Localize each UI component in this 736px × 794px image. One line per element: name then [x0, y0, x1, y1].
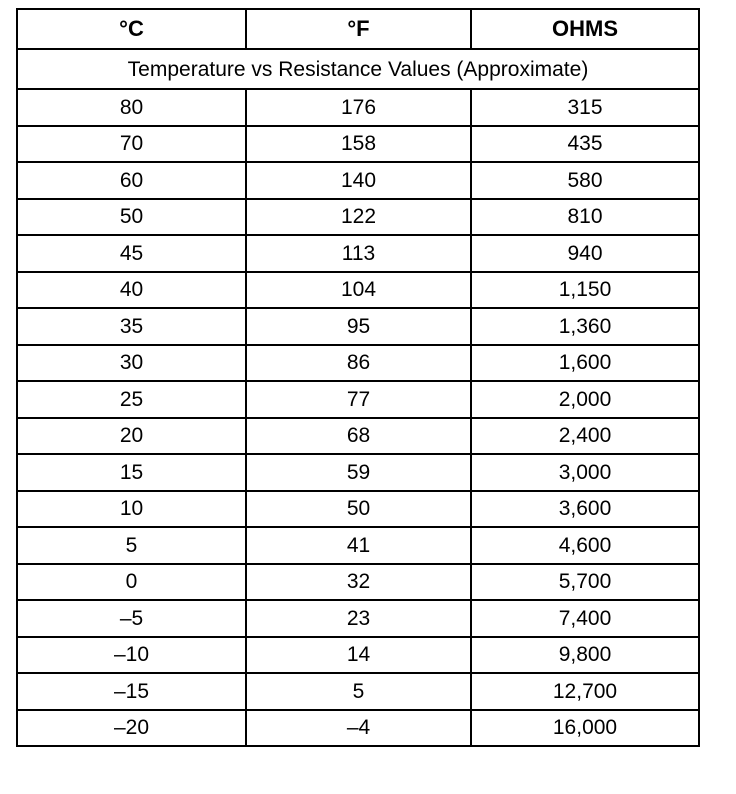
celsius-cell: 45: [17, 235, 246, 272]
fahrenheit-cell: 176: [246, 89, 471, 126]
ohms-cell: 435: [471, 126, 699, 163]
celsius-cell: 50: [17, 199, 246, 236]
fahrenheit-cell: 95: [246, 308, 471, 345]
caption-row: [17, 49, 699, 89]
celsius-header: °C: [17, 9, 246, 49]
ohms-cell: 4,600: [471, 527, 699, 564]
fahrenheit-cell: 59: [246, 454, 471, 491]
celsius-cell: 10: [17, 491, 246, 528]
fahrenheit-cell: –4: [246, 710, 471, 747]
fahrenheit-cell: 122: [246, 199, 471, 236]
fahrenheit-cell: 14: [246, 637, 471, 674]
table-row: [17, 454, 699, 491]
table-row: [17, 418, 699, 455]
header-row: [17, 9, 699, 49]
celsius-cell: –15: [17, 673, 246, 710]
fahrenheit-cell: 5: [246, 673, 471, 710]
celsius-cell: –20: [17, 710, 246, 747]
table-row: [17, 637, 699, 674]
fahrenheit-cell: 68: [246, 418, 471, 455]
fahrenheit-cell: 86: [246, 345, 471, 382]
ohms-header: OHMS: [471, 9, 699, 49]
celsius-cell: 20: [17, 418, 246, 455]
fahrenheit-cell: 158: [246, 126, 471, 163]
ohms-cell: 580: [471, 162, 699, 199]
celsius-cell: –5: [17, 600, 246, 637]
celsius-cell: 60: [17, 162, 246, 199]
ohms-cell: 16,000: [471, 710, 699, 747]
table-row: [17, 199, 699, 236]
fahrenheit-cell: 41: [246, 527, 471, 564]
table-row: [17, 710, 699, 747]
ohms-cell: 12,700: [471, 673, 699, 710]
ohms-cell: 940: [471, 235, 699, 272]
table-row: [17, 272, 699, 309]
table-row: [17, 345, 699, 382]
table-row: [17, 564, 699, 601]
table-row: [17, 381, 699, 418]
celsius-cell: –10: [17, 637, 246, 674]
table-row: [17, 673, 699, 710]
table-row: [17, 89, 699, 126]
table-body: [17, 89, 699, 746]
celsius-cell: 0: [17, 564, 246, 601]
ohms-cell: 5,700: [471, 564, 699, 601]
ohms-cell: 1,600: [471, 345, 699, 382]
fahrenheit-cell: 50: [246, 491, 471, 528]
table-row: [17, 235, 699, 272]
table-row: [17, 491, 699, 528]
ohms-cell: 2,000: [471, 381, 699, 418]
celsius-cell: 25: [17, 381, 246, 418]
ohms-cell: 3,000: [471, 454, 699, 491]
celsius-cell: 35: [17, 308, 246, 345]
ohms-cell: 7,400: [471, 600, 699, 637]
ohms-cell: 3,600: [471, 491, 699, 528]
table-caption: Temperature vs Resistance Values (Approximate): [17, 49, 699, 89]
fahrenheit-cell: 104: [246, 272, 471, 309]
celsius-cell: 40: [17, 272, 246, 309]
table-row: [17, 527, 699, 564]
table-row: [17, 600, 699, 637]
table-row: [17, 126, 699, 163]
fahrenheit-cell: 113: [246, 235, 471, 272]
table-row: [17, 162, 699, 199]
celsius-cell: 15: [17, 454, 246, 491]
ohms-cell: 810: [471, 199, 699, 236]
celsius-cell: 70: [17, 126, 246, 163]
fahrenheit-cell: 23: [246, 600, 471, 637]
fahrenheit-header: °F: [246, 9, 471, 49]
ohms-cell: 1,360: [471, 308, 699, 345]
temperature-resistance-table: [16, 8, 700, 747]
fahrenheit-cell: 77: [246, 381, 471, 418]
celsius-cell: 5: [17, 527, 246, 564]
ohms-cell: 315: [471, 89, 699, 126]
table-row: [17, 308, 699, 345]
celsius-cell: 30: [17, 345, 246, 382]
ohms-cell: 1,150: [471, 272, 699, 309]
ohms-cell: 9,800: [471, 637, 699, 674]
celsius-cell: 80: [17, 89, 246, 126]
fahrenheit-cell: 140: [246, 162, 471, 199]
fahrenheit-cell: 32: [246, 564, 471, 601]
ohms-cell: 2,400: [471, 418, 699, 455]
